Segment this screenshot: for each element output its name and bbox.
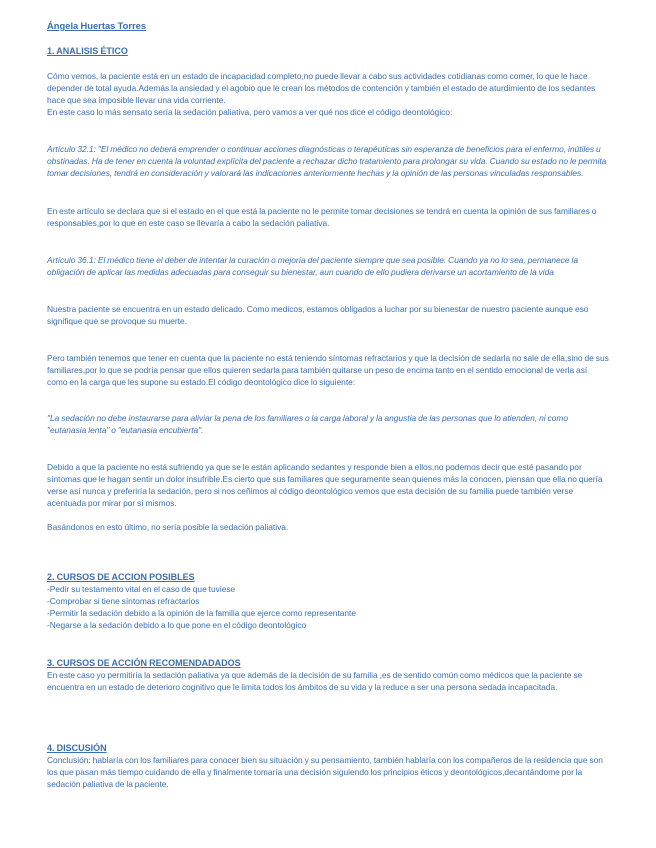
list-item: -Negarse a la sedación debido a lo que pone en el código deontológico [47,620,307,630]
section-2-list [47,583,609,631]
conclusion-paragraph: Debido a que la paciente no está sufriendo ya que se le están aplicando sedantes y responde bien a ellos,no podemos decir que esté pasando por síntomas que le hagan sentir un dolor insufrible.Es cierto que sus familiares que seguramente sean quienes más la conocen, piensan que ella no quería verse así nunca y preferiría la sedación, pero si nos ceñimos al código deontológico vemos que esta decisión de su familia puede también verse acentuada por mirar por sí mismos. [47,462,603,508]
section-3-heading: 3. CURSOS DE ACCIÓN RECOMENDADADOS [47,658,241,668]
article-32-quote: Artículo 32.1: "El médico no deberá emprender o continuar acciones diagnósticas o terapéuticas sin esperanza de beneficios para el enfermo, inútiles u obstinadas. Ha de tener en cuenta la voluntad explícita del paciente a rechazar dicho tratamiento para prolongar su vida. Cuando su estado no le permita tomar decisiones, tendrá en consideración y valorará las indicaciones anteriormente hechas y la opinión de las personas vinculadas responsables. [47,144,607,178]
conclusion-paragraph-2: Basándonos en esto último, no sería posible la sedación paliativa. [47,522,289,532]
family-paragraph: Pero también tenemos que tener en cuenta que la paciente no está teniendo síntomas refractarios y que la decisión de sedarla no sale de ella,sino de sus familiares,por lo que se podría pensar que ellos quieren sedarla para también quitarse un peso de encima tanto en el sentido emocional de verla así como en la carga que les supone su estado.El código deontológico dice lo siguiente: [47,353,609,387]
list-item: -Comprobar si tiene síntomas refractarios [47,596,200,606]
article-32-comment: En este artículo se declara que si el estado en el que está la paciente no le permite tomar decisiones se tendrá en cuenta la opinión de sus familiares o responsables,por lo que en este caso se llevaría a cabo la sedación paliativa. [47,206,597,228]
section-4-heading: 4. DISCUSIÓN [47,743,107,753]
article-36-quote: Artículo 36.1: El médico tiene el deber de intentar la curación o mejoría del paciente siempre que sea posible. Cuando ya no lo sea, permanece la obligación de aplicar las medidas adecuadas para conseguir su bienestar, aun cuando de ello pudiera derivarse un acortamiento de la vida [47,255,578,277]
section-1-heading: 1. ANALISIS ÉTICO [47,46,128,56]
article-36-comment: Nuestra paciente se encuentra en un estado delicado. Como medicos, estamos obligados a luchar por su bienestar de nuestro paciente aunque eso signifique que se provoque su muerte. [47,304,589,326]
section-1-intro: Cómo vemos, la paciente está en un estado de incapacidad completo,no puede llevar a cabo sus actividades cotidianas como comer, lo que le hace depender de total ayuda.Además la ansiedad y el agobio que le crean los métodos de contención y también el estado de aturdimiento de los sedantes hace que sea imposible llevar una vida corriente. [47,71,596,105]
sedation-quote: "La sedación no debe instaurarse para aliviar la pena de los familiares o la carga laboral y la angustia de las personas que lo atienden, ni como "eutanasia lenta" o "eutanasia encubierta". [47,413,568,435]
section-4-text: Conclusión: hablaría con los familiares para conocer bien su situación y su pensamiento, también hablaría con los compañeros de la residencia que son los que pasan más tiempo cuidando de ella y finalmente tomaría una decisión siguiendo los principios éticos y deontológicos,decantándome por la sedación paliativa de la paciente. [47,755,603,789]
list-item: -Pedir su testamento vital en el caso de que tuviese [47,584,236,594]
section-2-heading: 2. CURSOS DE ACCION POSIBLES [47,572,195,582]
author-name: Ángela Huertas Torres [47,20,147,31]
section-1-intro-2: En este caso lo más sensato sería la sedación paliativa, pero vamos a ver qué nos dice el código deontológico: [47,107,453,117]
section-3-text: En este caso yo permitiría la sedación paliativa ya que además de la decisión de su familia ,es de sentido común como médicos que la paciente se encuentra en un estado de deterioro cognitivo que le limita todos los ámbitos de su vida y la reduce a ser una persona sedada incapacitada. [47,670,583,692]
list-item: -Permitir la sedación debido a la opinión de la familia que ejerce como representante [47,608,357,618]
